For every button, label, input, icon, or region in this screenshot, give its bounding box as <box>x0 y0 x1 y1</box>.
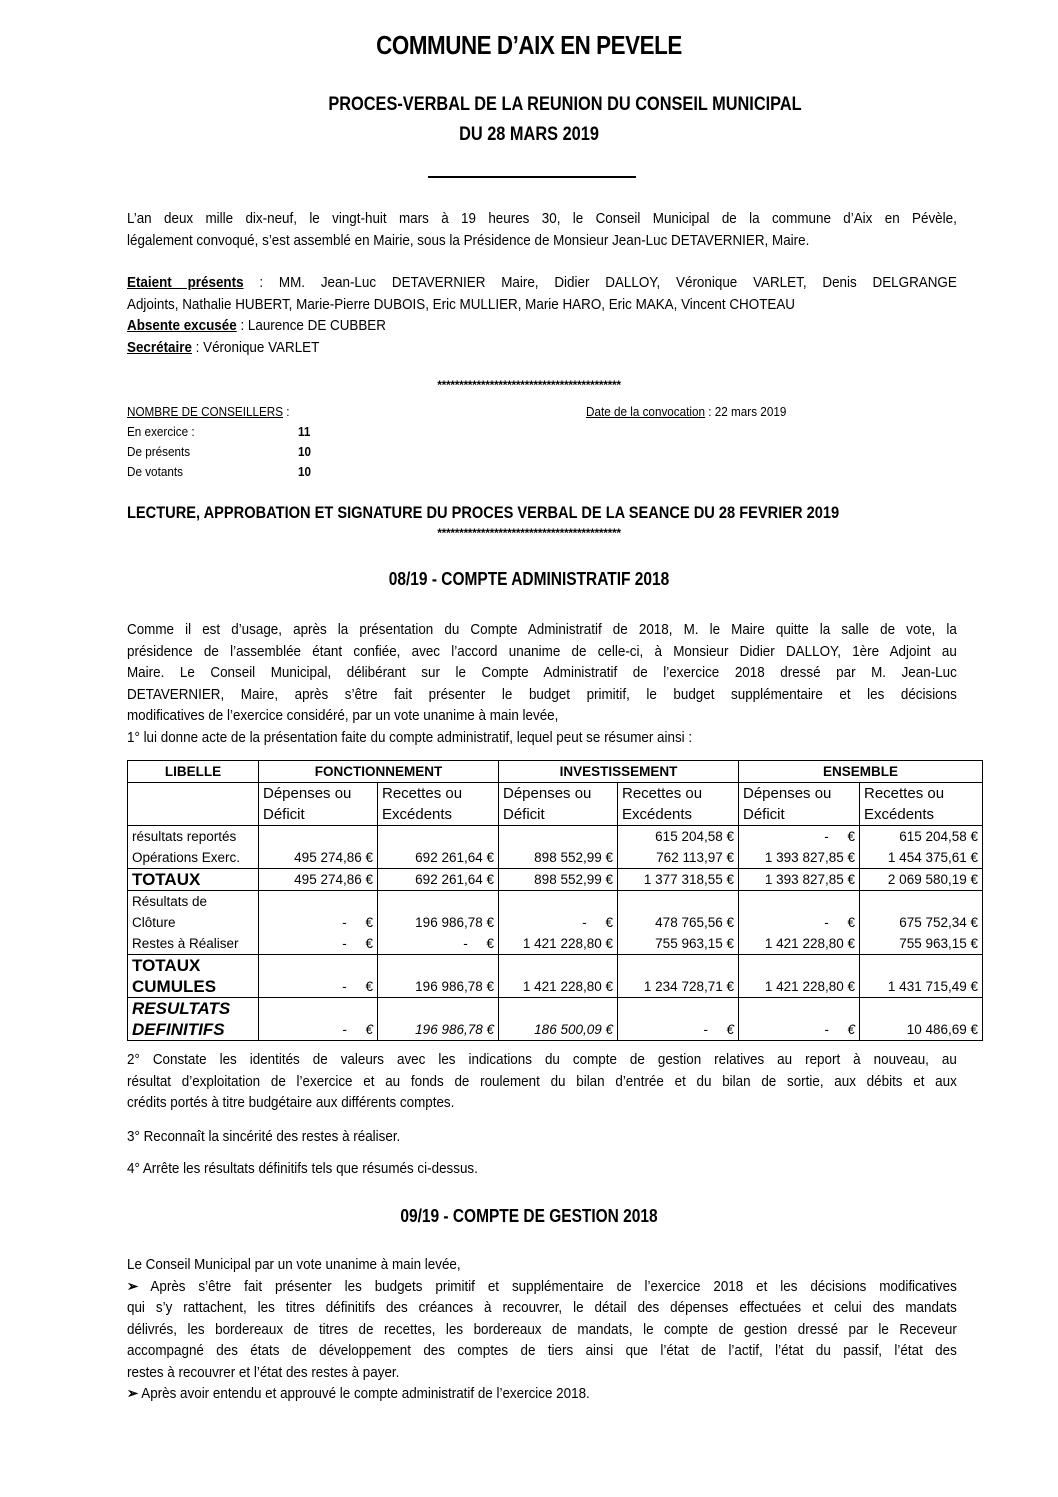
paragraph-line: présidence de l’assemblée étant confiée, avec l’accord unanime de celle-ci, à Monsieur Didier DALLOY, 1ère Adjoint au <box>127 643 957 660</box>
separator-stars: ****************************************** <box>437 378 621 392</box>
present-line-2: Adjoints, Nathalie HUBERT, Marie-Pierre DUBOIS, Eric MULLIER, Marie HARO, Eric MAKA, Vincent CHOTEAU <box>127 296 796 313</box>
present-names: : MM. Jean-Luc DETAVERNIER Maire, Didier DALLOY, Véronique VARLET, Denis DELGRANGE <box>243 275 957 291</box>
present-label: Etaient présents <box>127 275 244 291</box>
count-label: En exercice : <box>127 424 195 439</box>
secretary-line <box>127 338 957 360</box>
cell-value: 692 261,64 € <box>378 826 499 869</box>
paragraph-line: 2° Constate les identités de valeurs avec les indications du compte de gestion relatives au report à nouveau, au <box>127 1052 957 1068</box>
cell-value: 10 486,69 € <box>860 998 983 1041</box>
present-line <box>127 273 957 295</box>
intro-line: L’an deux mille dix-neuf, le vingt-huit mars à 19 heures 30, le Conseil Municipal de la commune d’Aix en Pévèle, <box>127 211 957 227</box>
cell-value: 1 421 228,80 € <box>739 955 860 998</box>
header-investissement: INVESTISSEMENT <box>499 761 739 783</box>
cell-value: - € <box>739 998 860 1041</box>
counts-title-suffix: : <box>283 404 290 419</box>
cell-value: 495 274,86 € <box>259 826 378 869</box>
compte-administratif-table <box>127 760 983 1041</box>
attendance-block <box>127 273 957 359</box>
section1-after-table <box>127 1050 957 1115</box>
cell-value: - € <box>259 955 378 998</box>
absent-value: : Laurence DE CUBBER <box>236 318 386 334</box>
section-heading-compte-de-gestion: 09/19 - COMPTE DE GESTION 2018 <box>400 1206 658 1226</box>
paragraph-line: DETAVERNIER, Maire, après s’être fait présenter le budget primitif, le budget supplémentaire et les décisions <box>127 686 957 703</box>
cell-value: 196 986,78 € <box>378 955 499 998</box>
paragraph-line: restes à recouvrer et l’état des restes à payer. <box>127 1364 400 1381</box>
document-title: PROCES-VERBAL DE LA REUNION DU CONSEIL MUNICIPAL <box>328 94 802 115</box>
convocation-value: : 22 mars 2019 <box>705 404 787 419</box>
document-date: DU 28 MARS 2019 <box>459 124 599 145</box>
count-label: De votants <box>127 464 183 479</box>
paragraph-line: 1° lui donne acte de la présentation faite du compte administratif, lequel peut se résumer ainsi : <box>127 729 693 746</box>
table-row-totaux-cumules <box>128 955 983 998</box>
cell-value: - € 1 421 228,80 € <box>739 891 860 955</box>
bullet-line <box>127 1384 957 1406</box>
paragraph-line: qui s’y rattachent, les titres définitifs des créances à recouvrer, le détail des dépenses effectuées et celui des mandats <box>127 1300 957 1316</box>
table-row <box>128 891 983 955</box>
point-3 <box>127 1127 957 1149</box>
title-underline <box>428 176 636 178</box>
table-row-resultats-definitifs <box>128 998 983 1041</box>
paragraph-line: crédits portés à titre budgétaire aux différents comptes. <box>127 1095 455 1111</box>
header-ensemble: ENSEMBLE <box>739 761 983 783</box>
count-value: 10 <box>298 464 312 479</box>
cell-value: 692 261,64 € <box>378 869 499 891</box>
arrow-bullet-icon: ➢ <box>127 1278 139 1295</box>
point-3-text: 3° Reconnaît la sincérité des restes à réaliser. <box>127 1129 401 1145</box>
separator-stars: ****************************************** <box>437 526 621 540</box>
commune-title: COMMUNE D’AIX EN PEVELE <box>376 30 682 60</box>
row-label: Résultats de Clôture Restes à Réaliser <box>128 891 259 955</box>
row-label: RESULTATS DEFINITIFS <box>128 998 259 1041</box>
count-row <box>127 462 311 482</box>
table-subheader <box>128 783 983 826</box>
cell-value: 615 204,58 € 1 454 375,61 € <box>860 826 983 869</box>
section-heading-compte-administratif: 08/19 - COMPTE ADMINISTRATIF 2018 <box>388 569 670 589</box>
bullet-text: Après s’être fait présenter les budgets primitif et supplémentaire de l’exercice 2018 et les décisions modificatives <box>138 1278 957 1295</box>
intro-line: légalement convoqué, s’est assemblé en Mairie, sous la Présidence de Monsieur Jean-Luc DETAVERNIER, Maire. <box>127 232 810 249</box>
absent-label: Absente excusée <box>127 318 237 334</box>
cell-value: 898 552,99 € <box>499 869 618 891</box>
count-value: 11 <box>298 424 311 439</box>
cell-value: 1 421 228,80 € <box>499 955 618 998</box>
arrow-bullet-icon: ➢ <box>127 1386 139 1402</box>
row-label: résultats reportés Opérations Exerc. <box>128 826 259 869</box>
counts-block <box>127 402 311 482</box>
intro-paragraph <box>127 209 957 252</box>
subheader-recettes: Recettes ou Excédents <box>618 783 739 826</box>
cell-value: 675 752,34 € 755 963,15 € <box>860 891 983 955</box>
cell-value: 1 393 827,85 € <box>739 869 860 891</box>
count-row <box>127 442 311 462</box>
absent-line <box>127 316 957 338</box>
cell-value: 1 377 318,55 € <box>618 869 739 891</box>
table-group-header <box>128 761 983 783</box>
subheader-recettes: Recettes ou Excédents <box>378 783 499 826</box>
subheader-recettes: Recettes ou Excédents <box>860 783 983 826</box>
paragraph-line: Le Conseil Municipal par un vote unanime à main levée, <box>127 1257 461 1273</box>
point-4 <box>127 1159 957 1181</box>
table-row <box>128 826 983 869</box>
count-value: 10 <box>298 444 312 459</box>
count-label: De présents <box>127 444 191 459</box>
count-row <box>127 422 311 442</box>
subheader-empty <box>128 783 259 826</box>
subheader-depenses: Dépenses ou Déficit <box>499 783 618 826</box>
cell-value: 898 552,99 € <box>499 826 618 869</box>
header-fonctionnement: FONCTIONNEMENT <box>259 761 499 783</box>
lecture-heading: LECTURE, APPROBATION ET SIGNATURE DU PROCES VERBAL DE LA SEANCE DU 28 FEVRIER 2019 <box>127 503 840 522</box>
table-row-totaux <box>128 869 983 891</box>
point-4-text: 4° Arrête les résultats définitifs tels que résumés ci-dessus. <box>127 1161 478 1177</box>
cell-value: 495 274,86 € <box>259 869 378 891</box>
paragraph-line: modificatives de l’exercice considéré, par un vote unanime à main levée, <box>127 708 559 724</box>
cell-value: - € <box>259 998 378 1041</box>
cell-value: - € 1 421 228,80 € <box>499 891 618 955</box>
bullet-text: Après avoir entendu et approuvé le compte administratif de l’exercice 2018. <box>138 1386 590 1402</box>
row-label: TOTAUX <box>128 869 259 891</box>
cell-value: 2 069 580,19 € <box>860 869 983 891</box>
subheader-depenses: Dépenses ou Déficit <box>259 783 378 826</box>
paragraph-line: délivrés, les bordereaux de titres de recettes, les bordereaux de mandats, le compte de gestion dressé par le Receveur <box>127 1321 957 1338</box>
cell-value: 1 234 728,71 € <box>618 955 739 998</box>
cell-value: 615 204,58 € 762 113,97 € <box>618 826 739 869</box>
subheader-depenses: Dépenses ou Déficit <box>739 783 860 826</box>
section1-paragraph <box>127 620 957 749</box>
cell-value: 196 986,78 € <box>378 998 499 1041</box>
cell-value: - € <box>618 998 739 1041</box>
paragraph-line: résultat d’exploitation de l’exercice et au fonds de roulement du bilan d’entrée et du bilan de sortie, aux débits et aux <box>127 1073 957 1090</box>
header-libelle: LIBELLE <box>128 761 259 783</box>
paragraph-line: Comme il est d’usage, après la présentation du Compte Administratif de 2018, M. le Maire quitte la salle de vote, la <box>127 622 957 638</box>
cell-value: 186 500,09 € <box>499 998 618 1041</box>
counts-title: NOMBRE DE CONSEILLERS <box>127 404 284 419</box>
secretary-value: : Véronique VARLET <box>191 339 320 356</box>
secretary-label: Secrétaire <box>127 339 192 356</box>
cell-value: - € 1 393 827,85 € <box>739 826 860 869</box>
paragraph-line: Maire. Le Conseil Municipal, délibérant sur le Compte Administratif de l’exercice 2018 dressé par M. Jean-Luc <box>127 665 957 681</box>
paragraph-line: accompagné des états de développement des comptes de tiers ainsi que l’état de l’actif, l’état du passif, l’état des <box>127 1343 957 1359</box>
cell-value: 196 986,78 € - € <box>378 891 499 955</box>
cell-value: 1 431 715,49 € <box>860 955 983 998</box>
bullet-line <box>127 1277 957 1299</box>
cell-value: - € - € <box>259 891 378 955</box>
row-label: TOTAUX CUMULES <box>128 955 259 998</box>
cell-value: 478 765,56 € 755 963,15 € <box>618 891 739 955</box>
convocation-label: Date de la convocation <box>586 404 706 419</box>
section2-paragraph <box>127 1255 957 1406</box>
convocation-date <box>586 402 786 422</box>
